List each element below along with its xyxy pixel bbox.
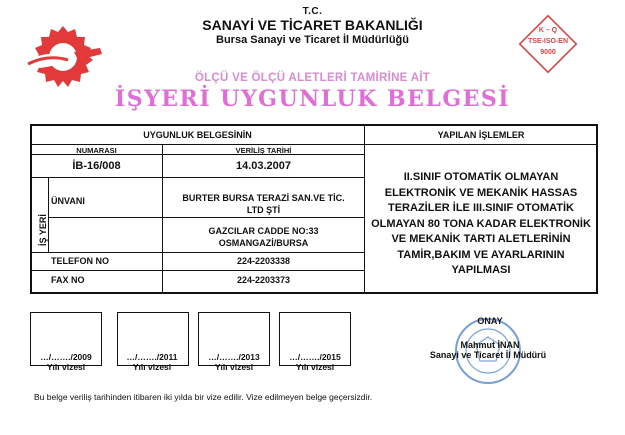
certificate-section-title: UYGUNLUK BELGESİNİN [143,130,252,140]
operation-line: ELEKTRONİK VE MEKANİK HASSAS [384,186,578,199]
operation-line: OLMAYAN 80 TONA KADAR ELEKTRONİK [371,217,591,230]
ministry-title: SANAYİ VE TİCARET BAKANLIĞI [202,17,423,33]
ministry-logo-icon [18,18,108,98]
address-value-line2: OSMANGAZİ/BURSA [218,238,309,248]
visa-date: …/……./2013 [208,352,260,362]
visa-caption: Yılı vizesi [214,362,254,372]
address-value-line1: GAZCILAR CADDE NO:33 [208,226,319,236]
footer-note: Bu belge veriliş tarihinden itibaren iki yılda bir vize edilir. Vize edilmeyen belge geçersizdir. [34,392,373,402]
directorate-title: Bursa Sanayi ve Ticaret İl Müdürlüğü [216,34,409,46]
operation-line: TAMİR,BAKIM VE AYARLARININ [397,248,565,261]
name-label: ÜNVANI [51,196,85,206]
tse-badge-bottom: 9000 [540,49,556,56]
document-subtitle: ÖLÇÜ VE ÖLÇÜ ALETLERİ TAMİRİNE AİT [194,72,431,84]
visa-date: …/……./2011 [126,352,178,362]
signatory-title: Sanayi ve Ticaret İl Müdürü [429,350,547,360]
fax-label: FAX NO [51,275,85,285]
operation-line: TERAZİLER İLE III.SINIF OTOMATİK [388,202,574,214]
date-label: VERİLİŞ TARİHİ [235,146,292,155]
number-label: NUMARASI [76,146,117,155]
operation-line: II.SINIF OTOMATİK OLMAYAN [403,171,559,183]
signatory-name: Mahmut İNAN [460,340,520,350]
number-value: İB-16/008 [72,160,121,172]
visa-date: …/……./2015 [289,352,341,362]
visa-date: …/……./2009 [40,352,92,362]
tse-badge-middle: TSE-ISO-EN [527,38,569,45]
document-title: İŞYERİ UYGUNLUK BELGESİ [114,86,511,112]
operations-title: YAPILAN İŞLEMLER [437,130,525,140]
approval-label: ONAY [477,316,503,326]
header-tc: T.C. [302,6,323,17]
phone-value: 224-2203338 [236,256,291,266]
operation-line: YAPILMASI [451,264,511,276]
date-value: 14.03.2007 [235,160,292,172]
fax-value: 224-2203373 [236,275,291,285]
name-value-line1: BURTER BURSA TERAZİ SAN.VE TİC. [182,193,345,203]
operation-line: VE MEKANİK TARTI ALETLERİNİN [391,233,571,245]
phone-label: TELEFON NO [51,256,109,266]
visa-caption: Yılı vizesi [132,362,172,372]
visa-caption: Yılı vizesi [295,362,335,372]
operations-list [365,170,597,279]
workplace-side-label: İŞ YERİ [38,214,48,246]
name-value-line2: LTD ŞTİ [246,205,281,215]
tse-badge-top: K – Q [538,27,558,34]
visa-caption: Yılı vizesi [46,362,86,372]
